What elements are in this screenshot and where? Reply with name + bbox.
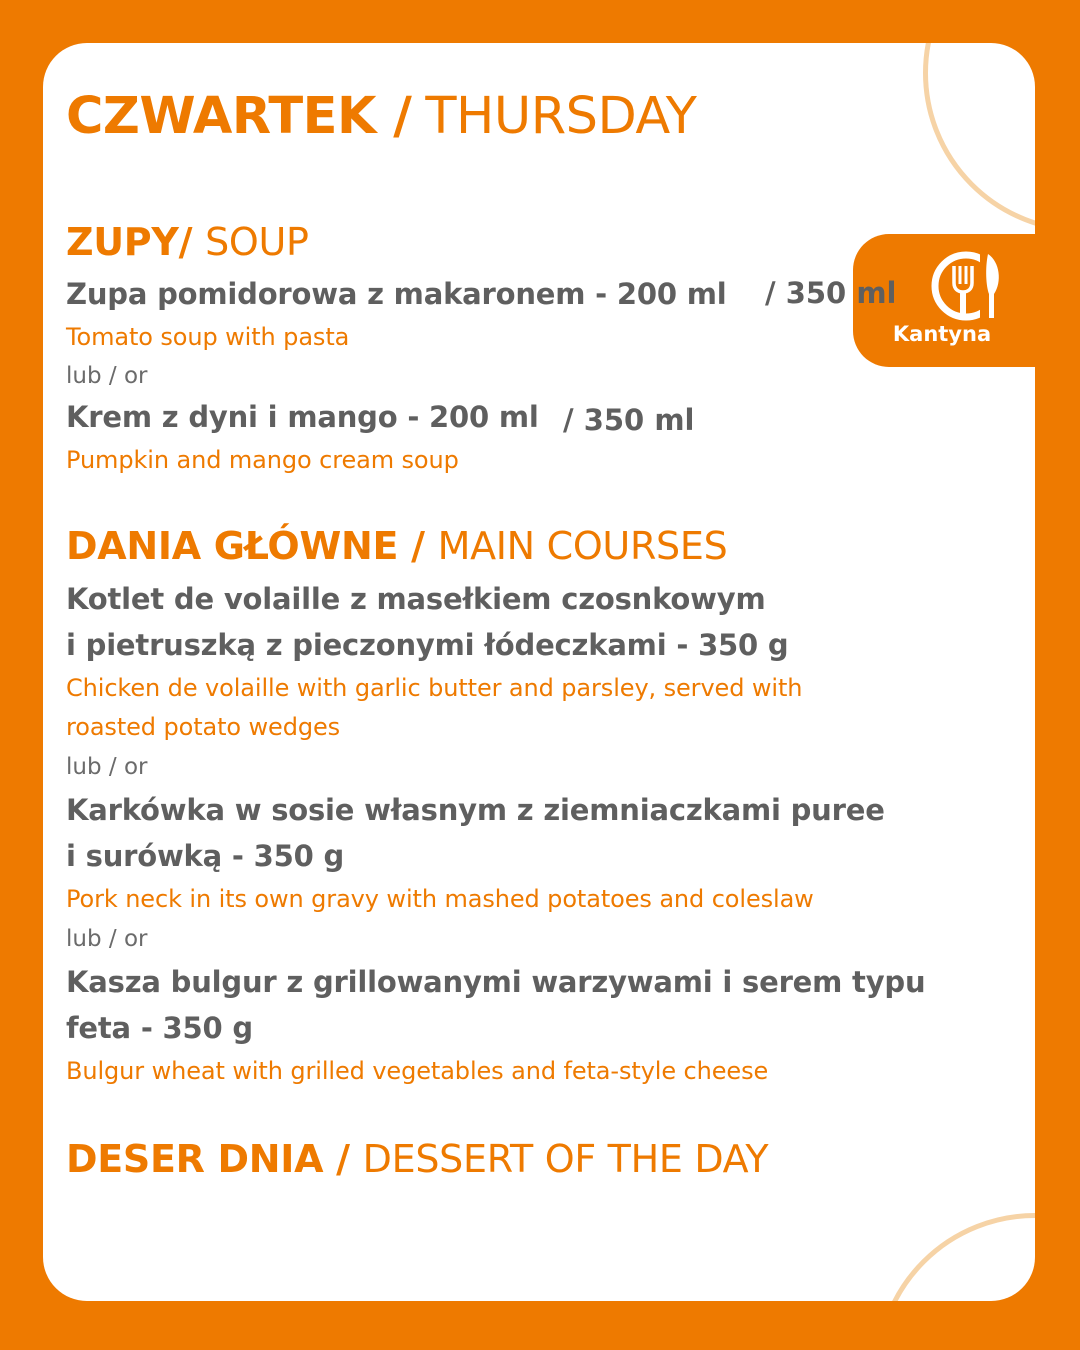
main-item-1-pl-line2: i pietruszką z pieczonymi łódeczkami - 350 g: [66, 628, 789, 662]
dessert-heading: [66, 1135, 768, 1183]
fork-knife-icon: [930, 250, 1002, 322]
decorative-ring-bottom: [875, 1213, 1035, 1301]
soup-heading-en: SOUP: [205, 220, 309, 264]
soup-item-2-pl: Krem z dyni i mango - 200 ml: [66, 400, 539, 434]
main-item-3-en-line1: Bulgur wheat with grilled vegetables and feta-style cheese: [66, 1057, 769, 1085]
main-item-2-en-line1: Pork neck in its own gravy with mashed potatoes and coleslaw: [66, 885, 814, 913]
mains-heading-pl: DANIA GŁÓWNE /: [66, 524, 425, 568]
mains-heading: [66, 522, 727, 570]
or-label: lub / or: [66, 926, 148, 952]
day-en: THURSDAY: [425, 87, 697, 146]
soup-item-2-en: Pumpkin and mango cream soup: [66, 446, 459, 474]
main-item-3-pl-line2: feta - 350 g: [66, 1011, 253, 1045]
main-item-1-en-line2: roasted potato wedges: [66, 713, 341, 741]
soup-heading-pl: ZUPY/: [66, 220, 193, 264]
dessert-heading-pl: DESER DNIA /: [66, 1137, 350, 1181]
main-item-3-pl-line1: Kasza bulgur z grillowanymi warzywami i serem typu: [66, 965, 926, 999]
dessert-heading-en: DESSERT OF THE DAY: [362, 1137, 769, 1181]
soup-heading: [66, 218, 309, 266]
decorative-ring-top: [923, 43, 1035, 233]
or-label: lub / or: [66, 754, 148, 780]
day-pl: CZWARTEK /: [66, 87, 412, 146]
mains-heading-en: MAIN COURSES: [437, 524, 728, 568]
badge-label: Kantyna: [892, 322, 992, 346]
page-title: [66, 84, 696, 150]
main-item-2-pl-line1: Karkówka w sosie własnym z ziemniaczkami puree: [66, 793, 885, 827]
main-item-2-pl-line2: i surówką - 350 g: [66, 839, 345, 873]
soup-item-1-pl: Zupa pomidorowa z makaronem - 200 ml: [66, 277, 727, 311]
main-item-1-pl-line1: Kotlet de volaille z masełkiem czosnkowym: [66, 582, 766, 616]
soup-item-1-en: Tomato soup with pasta: [66, 323, 350, 351]
main-item-1-en-line1: Chicken de volaille with garlic butter and parsley, served with: [66, 674, 803, 702]
soup-item-1-size: / 350 ml: [765, 276, 897, 310]
soup-item-2-size: / 350 ml: [563, 403, 695, 437]
or-label: lub / or: [66, 363, 148, 389]
